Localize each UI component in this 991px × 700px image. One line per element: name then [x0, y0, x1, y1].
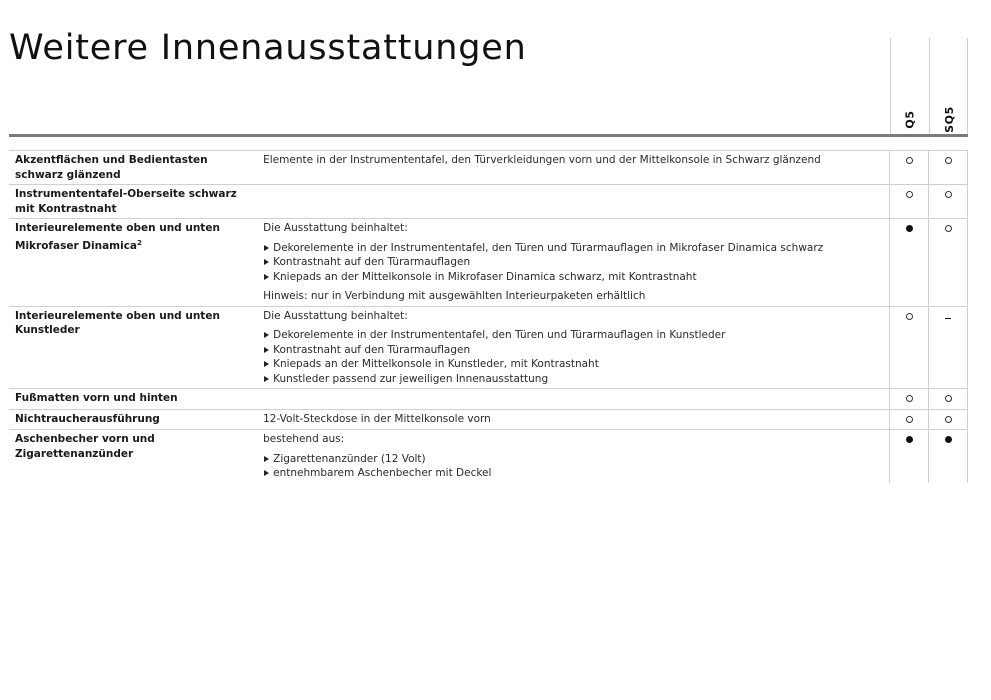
feature-name — [9, 219, 257, 307]
filled-circle-icon — [945, 436, 952, 443]
feature-name-text: Interieurelemente oben und unten Kunstleder — [15, 309, 220, 336]
list-item: Dekorelemente in der Instrumententafel, den Türen und Türarmauflagen in Kunstleder — [263, 328, 884, 343]
description-note: Hinweis: nur in Verbindung mit ausgewählten Interieurpaketen erhältlich — [263, 290, 646, 302]
list-item: Kunstleder passend zur jeweiligen Innenausstattung — [263, 372, 884, 387]
open-circle-icon — [945, 191, 952, 198]
feature-description — [257, 219, 889, 307]
table-row — [9, 185, 968, 219]
dash-icon — [945, 318, 951, 320]
table-row — [9, 389, 968, 410]
feature-description — [257, 185, 889, 219]
table-row — [9, 219, 968, 307]
list-item: entnehmbarem Aschenbecher mit Deckel — [263, 466, 884, 481]
table-row — [9, 306, 968, 389]
description-intro: Die Ausstattung beinhaltet: — [263, 309, 408, 322]
list-item: Kniepads an der Mittelkonsole in Mikrofaser Dinamica schwarz, mit Kontrastnaht — [263, 270, 884, 285]
availability-q5 — [889, 306, 928, 389]
list-item: Kontrastnaht auf den Türarmauflagen — [263, 255, 884, 270]
filled-circle-icon — [906, 225, 913, 232]
open-circle-icon — [906, 191, 913, 198]
feature-name-text: Aschenbecher vorn und Zigarettenanzünder — [15, 433, 155, 460]
availability-q5 — [889, 219, 928, 307]
feature-name-text: Akzentflächen und Bedientasten schwarz glänzend — [15, 154, 208, 181]
table-row — [9, 409, 968, 430]
feature-description — [257, 151, 889, 185]
availability-q5 — [889, 409, 928, 430]
feature-description — [257, 306, 889, 389]
column-header-sq5 — [930, 102, 968, 132]
page-title: Weitere Innenausstattungen — [9, 28, 527, 68]
open-circle-icon — [906, 157, 913, 164]
equipment-table — [9, 150, 968, 483]
table-row — [9, 151, 968, 185]
list-item: Kniepads an der Mittelkonsole in Kunstleder, mit Kontrastnaht — [263, 357, 884, 372]
availability-q5 — [889, 185, 928, 219]
feature-description — [257, 409, 889, 430]
feature-name-text: Fußmatten vorn und hinten — [15, 392, 178, 404]
header-rule — [9, 134, 968, 137]
feature-name — [9, 185, 257, 219]
feature-description — [257, 430, 889, 483]
description-intro: 12-Volt-Steckdose in der Mittelkonsole vorn — [263, 412, 491, 425]
availability-sq5 — [928, 409, 967, 430]
feature-name-text: Instrumententafel-Oberseite schwarz mit Kontrastnaht — [15, 188, 237, 215]
availability-sq5 — [928, 219, 967, 307]
availability-sq5 — [928, 306, 967, 389]
footnote-marker: 2 — [137, 238, 142, 247]
open-circle-icon — [906, 416, 913, 423]
open-circle-icon — [945, 225, 952, 232]
availability-sq5 — [928, 389, 967, 410]
bullet-list — [263, 452, 884, 481]
bullet-list — [263, 241, 884, 285]
table-row — [9, 430, 968, 483]
open-circle-icon — [945, 416, 952, 423]
open-circle-icon — [945, 395, 952, 402]
open-circle-icon — [906, 395, 913, 402]
availability-sq5 — [928, 185, 967, 219]
availability-q5 — [889, 151, 928, 185]
description-intro: Die Ausstattung beinhaltet: — [263, 222, 408, 234]
feature-name — [9, 409, 257, 430]
feature-name-text: Interieurelemente oben und unten Mikrofaser Dinamica — [15, 222, 220, 252]
open-circle-icon — [906, 313, 913, 320]
open-circle-icon — [945, 157, 952, 164]
filled-circle-icon — [906, 436, 913, 443]
feature-description — [257, 389, 889, 410]
availability-q5 — [889, 389, 928, 410]
feature-name — [9, 151, 257, 185]
list-item: Zigarettenanzünder (12 Volt) — [263, 452, 884, 467]
list-item: Dekorelemente in der Instrumententafel, den Türen und Türarmauflagen in Mikrofaser Dinamica schwarz — [263, 241, 884, 256]
availability-sq5 — [928, 430, 967, 483]
feature-name — [9, 389, 257, 410]
feature-name-text: Nichtraucherausführung — [15, 412, 160, 425]
availability-sq5 — [928, 151, 967, 185]
column-header-sq5-label: SQ5 — [942, 106, 956, 133]
column-header-q5 — [891, 102, 929, 132]
column-header-q5-label: Q5 — [903, 110, 917, 129]
description-intro: bestehend aus: — [263, 433, 345, 445]
description-intro: Elemente in der Instrumententafel, den Türverkleidungen vorn und der Mittelkonsole in Schwarz glänzend — [263, 154, 821, 166]
list-item: Kontrastnaht auf den Türarmauflagen — [263, 343, 884, 358]
availability-q5 — [889, 430, 928, 483]
feature-name — [9, 430, 257, 483]
feature-name — [9, 306, 257, 389]
bullet-list — [263, 328, 884, 386]
